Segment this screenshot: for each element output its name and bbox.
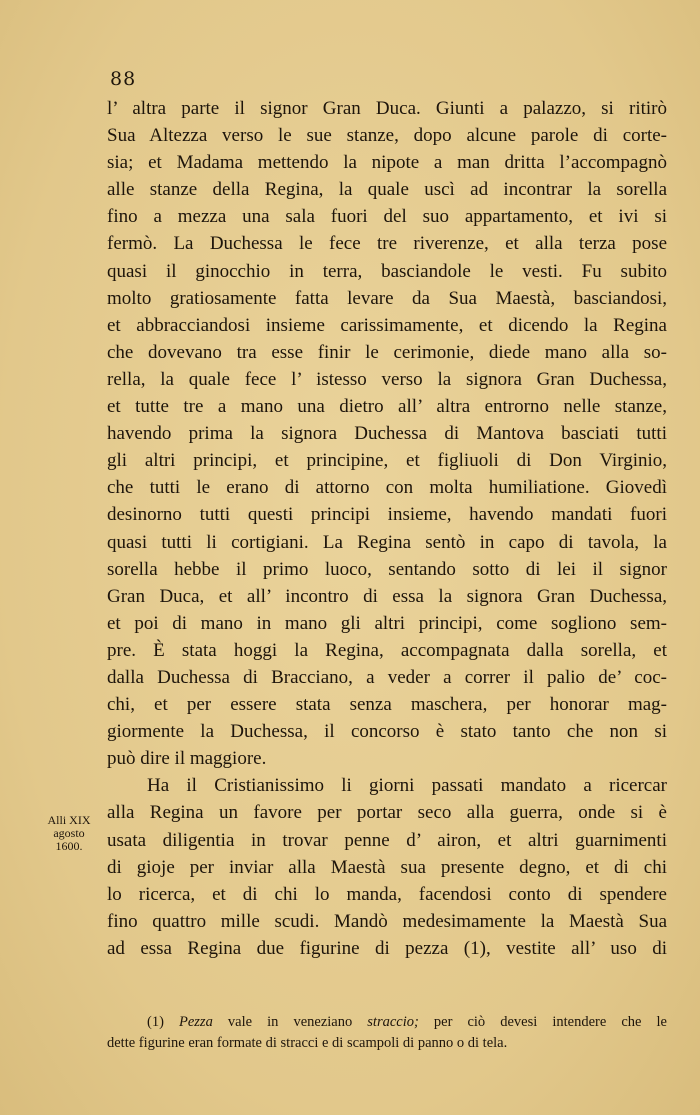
margin-note-line: 1600. [55, 839, 83, 853]
text-line: lo ricerca, et di chi lo manda, facendosi conto di spendere [107, 883, 667, 905]
text-line: molto gratiosamente fatta levare da Sua Maestà, basciandosi, [107, 287, 667, 309]
footnote-term: Pezza [178, 1014, 213, 1030]
text-line: Sua Altezza verso le sue stanze, dopo alcune parole di corte- [107, 125, 667, 147]
body-text [107, 95, 667, 962]
footnote-text: per ciò devesi intendere che le [433, 1014, 667, 1030]
text-line: sorella hebbe il primo luoco, sentando sotto di lei il signor [107, 558, 667, 580]
text-line: l’ altra parte il signor Gran Duca. Giunti a palazzo, si ritirò [107, 98, 667, 119]
text-line: et poi di mano in mano gli altri principi, come sogliono sem- [107, 612, 667, 634]
text-line: quasi il ginocchio in terra, basciandole le vesti. Fu subito [107, 260, 667, 282]
text-line: chi, et per essere stata senza maschera, per honorar mag- [107, 694, 667, 716]
text-line: rella, la quale fece l’ istesso verso la signora Gran Duchessa, [107, 368, 667, 390]
footnote-marker: (1) [147, 1014, 164, 1030]
margin-note-line: Alli XIX [47, 813, 91, 827]
page-number: 88 [110, 68, 137, 90]
text-line: che tutti le erano di attorno con molta humiliatione. Giovedì [107, 477, 667, 499]
text-line: usata diligentia in trovar penne d’ airon, et altri guarnimenti [107, 829, 667, 851]
footnote-text: vale in veneziano [227, 1014, 353, 1030]
footnote-line: dette figurine eran formate di stracci e di scampoli di panno o di tela. [107, 1035, 508, 1051]
text-line: sia; et Madama mettendo la nipote a man dritta l’accompagnò [107, 152, 667, 174]
marginal-date-note [34, 814, 104, 853]
text-line: et tutte tre a mano una dietro all’ altra entrorno nelle stanze, [107, 396, 667, 418]
text-line: fino a mezza una sala fuori del suo appartamento, et ivi si [107, 206, 667, 228]
text-line: giormente la Duchessa, il concorso è stato tanto che non si [107, 721, 667, 743]
text-line: che dovevano tra esse finir le cerimonie, diede mano alla so- [107, 341, 667, 363]
text-line: fermò. La Duchessa le fece tre riverenze, et alla terza pose [107, 233, 667, 255]
text-line: quasi tutti li cortigiani. La Regina sentò in capo di tavola, la [107, 531, 667, 553]
text-line: ad essa Regina due figurine di pezza (1), vestite all’ uso di [107, 937, 667, 959]
text-line: gli altri principi, et principine, et figliuoli di Don Virginio, [107, 450, 667, 472]
text-line: dalla Duchessa di Bracciano, a veder a correr il palio de’ coc- [107, 666, 667, 688]
text-line: havendo prima la signora Duchessa di Mantova basciati tutti [107, 423, 667, 445]
margin-note-line: agosto [53, 826, 85, 840]
text-line: desinorno tutti questi principi insieme, havendo mandati fuori [107, 504, 667, 526]
text-line: alle stanze della Regina, la quale uscì ad incontrar la sorella [107, 179, 667, 201]
paragraph-start-line: Ha il Cristianissimo li giorni passati mandato a ricercar [147, 775, 667, 797]
paragraph-end-line: può dire il maggiore. [107, 748, 267, 770]
text-line: pre. È stata hoggi la Regina, accompagnata dalla sorella, et [107, 639, 667, 661]
text-line: di gioje per inviar alla Maestà sua presente degno, et di chi [107, 856, 667, 878]
text-line: Gran Duca, et all’ incontro di essa la signora Gran Duchessa, [107, 585, 667, 607]
footnote [107, 1012, 667, 1054]
footnote-italic-word: straccio; [367, 1014, 419, 1030]
text-line: alla Regina un favore per portar seco alla guerra, onde si è [107, 802, 667, 824]
footnote-line [107, 1012, 667, 1033]
text-line: fino quattro mille scudi. Mandò medesimamente la Maestà Sua [107, 910, 667, 932]
text-line: et abbracciandosi insieme carissimamente, et dicendo la Regina [107, 314, 667, 336]
